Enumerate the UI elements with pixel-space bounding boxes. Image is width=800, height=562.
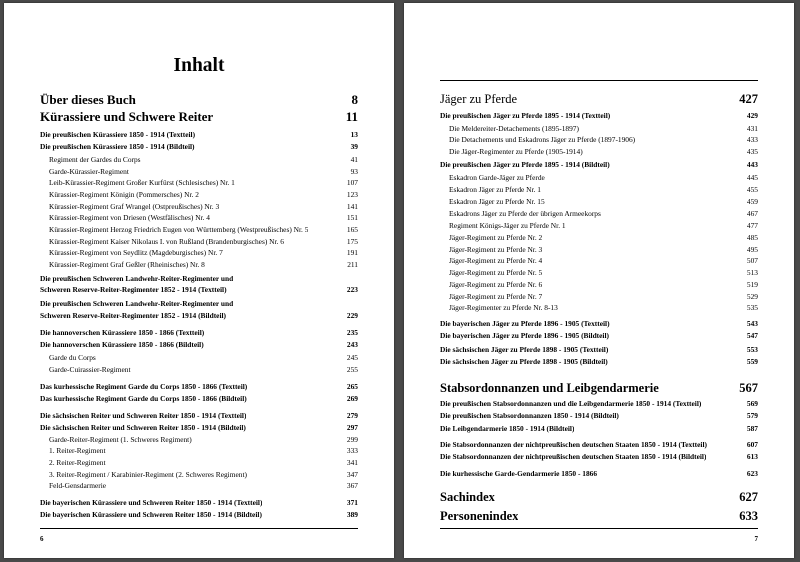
toc-entry-page: 443 <box>746 160 758 169</box>
toc-entry <box>49 458 358 467</box>
toc-entry-label: 1. Reiter-Regiment <box>49 446 106 455</box>
toc-entry-page: 297 <box>346 423 358 432</box>
page-title: Inhalt <box>173 55 225 76</box>
toc-entry <box>49 237 358 246</box>
toc-entry-label: Die hannoverschen Kürassiere 1850 - 1866 (Bildteil) <box>40 340 204 349</box>
toc-entry <box>449 135 758 144</box>
toc-entry-page: 607 <box>746 440 758 449</box>
page-number-right: 7 <box>754 535 758 543</box>
page-number-left: 6 <box>40 535 44 543</box>
toc-entry-label: Die Jäger-Regimenter zu Pferde (1905-1914) <box>449 147 583 156</box>
toc-entry-page: 519 <box>746 280 758 289</box>
toc-entry-label: Die preußischen Schweren Landwehr-Reiter-Regimenter und <box>40 274 234 283</box>
toc-entry <box>40 311 358 320</box>
toc-entry <box>440 424 758 433</box>
toc-entry-page: 11 <box>345 109 358 124</box>
toc-entry-page: 123 <box>346 190 358 199</box>
toc-entry-page: 39 <box>350 142 358 151</box>
toc-entry-page: 341 <box>346 458 358 467</box>
toc-entry <box>40 340 358 349</box>
toc-entry <box>49 167 358 176</box>
toc-entry-label: Stabsordonnanzen und Leibgendarmerie <box>440 381 659 395</box>
toc-entry-page: 553 <box>746 345 758 354</box>
toc-entry <box>40 423 358 432</box>
toc-entry <box>49 190 358 199</box>
toc-entry-label: Die Stabsordonnanzen der nichtpreußischen deutschen Staaten 1850 - 1914 (Textteil) <box>440 440 707 449</box>
toc-entry-page: 151 <box>346 213 358 222</box>
toc-entry <box>49 481 358 490</box>
toc-entry <box>449 147 758 156</box>
toc-entry-label: Personenindex <box>440 509 519 523</box>
toc-entry <box>449 185 758 194</box>
toc-entry <box>40 394 358 403</box>
toc-entry-page: 13 <box>350 130 358 139</box>
toc-entry-page: 445 <box>746 173 758 182</box>
toc-entry-label: Jäger-Regiment zu Pferde Nr. 6 <box>449 280 543 289</box>
toc-entry-label: Jäger-Regiment zu Pferde Nr. 5 <box>449 268 543 277</box>
toc-entry <box>40 285 358 294</box>
toc-entry <box>40 510 358 519</box>
toc-entry-label: Jäger-Regiment zu Pferde Nr. 3 <box>449 245 543 254</box>
toc-entry-label: Die bayerischen Kürassiere und Schweren Reiter 1850 - 1914 (Bildteil) <box>40 510 262 519</box>
toc-entry-page: 429 <box>746 111 758 120</box>
toc-entry-label: Die preußischen Jäger zu Pferde 1895 - 1914 (Textteil) <box>440 111 611 120</box>
toc-entry-label: Kürassier-Regiment Kaiser Nikolaus I. von Rußland (Brandenburgisches) Nr. 6 <box>49 237 284 246</box>
toc-entry <box>449 124 758 133</box>
toc-entry <box>440 411 758 420</box>
toc-entry <box>440 381 758 396</box>
toc-entry-label: Die sächsischen Jäger zu Pferde 1898 - 1905 (Bildteil) <box>440 357 608 366</box>
toc-entry <box>449 233 758 242</box>
toc-entry-page: 165 <box>346 225 358 234</box>
toc-entry <box>49 155 358 164</box>
toc-entry-page: 427 <box>739 92 758 106</box>
toc-entry <box>440 452 758 461</box>
toc-entry <box>449 245 758 254</box>
toc-entry-page: 229 <box>346 311 358 320</box>
toc-entry-page: 8 <box>351 92 358 107</box>
toc-entry-label: Regiment Königs-Jäger zu Pferde Nr. 1 <box>449 221 566 230</box>
toc-entry-page: 495 <box>746 245 758 254</box>
toc-entry-label: Die Stabsordonnanzen der nichtpreußischen deutschen Staaten 1850 - 1914 (Bildteil) <box>440 452 707 461</box>
toc-entry-page: 269 <box>346 394 358 403</box>
toc-entry-page: 367 <box>346 481 358 490</box>
toc-entry <box>449 209 758 218</box>
toc-entry-page: 41 <box>350 155 358 164</box>
toc-entry <box>440 92 758 107</box>
toc-entry <box>49 365 358 374</box>
toc-entry-label: Die preußischen Schweren Landwehr-Reiter-Regimenter und <box>40 299 234 308</box>
toc-entry-label: Garde-Cuirassier-Regiment <box>49 365 131 374</box>
toc-entry-label: Die bayerischen Jäger zu Pferde 1896 - 1905 (Textteil) <box>440 319 610 328</box>
toc-entry-label: Kürassier-Regiment Graf Geßler (Rheinisches) Nr. 8 <box>49 260 205 269</box>
toc-entry-label: Die preußischen Jäger zu Pferde 1895 - 1914 (Bildteil) <box>440 160 610 169</box>
toc-entry-page: 175 <box>346 237 358 246</box>
toc-entry-page: 223 <box>346 285 358 294</box>
toc-entry-page: 191 <box>346 248 358 257</box>
toc-entry <box>449 221 758 230</box>
toc-entry <box>440 160 758 169</box>
toc-entry-page: 245 <box>346 353 358 362</box>
header-rule <box>440 80 758 81</box>
toc-entry <box>49 353 358 362</box>
right-page <box>404 3 794 558</box>
toc-entry-label: Die Detachements und Eskadrons Jäger zu Pferde (1897-1906) <box>449 135 636 144</box>
toc-entry-label: Die hannoverschen Kürassiere 1850 - 1866 (Textteil) <box>40 328 205 337</box>
toc-entry-page: 255 <box>346 365 358 374</box>
toc-entry-label: Das kurhessische Regiment Garde du Corps 1850 - 1866 (Bildteil) <box>40 394 247 403</box>
toc-entry-page: 477 <box>746 221 758 230</box>
toc-entry-page: 467 <box>746 209 758 218</box>
toc-entry <box>449 268 758 277</box>
toc-entry <box>40 411 358 420</box>
toc-entry-label: Kürassiere und Schwere Reiter <box>40 109 214 124</box>
toc-entry-label: Kürassier-Regiment Graf Wrangel (Ostpreußisches) Nr. 3 <box>49 202 220 211</box>
toc-entry <box>440 331 758 340</box>
toc-entry <box>40 109 358 125</box>
toc-entry-label: Die bayerischen Jäger zu Pferde 1896 - 1905 (Bildteil) <box>440 331 609 340</box>
toc-entry-page: 587 <box>746 424 758 433</box>
toc-entry-page: 627 <box>739 490 758 504</box>
toc-entry <box>40 328 358 337</box>
toc-entry-label: Garde du Corps <box>49 353 96 362</box>
toc-entry-page: 389 <box>346 510 358 519</box>
toc-entry-page: 633 <box>739 509 758 523</box>
toc-entry-label: Sachindex <box>440 490 495 504</box>
toc-entry <box>440 399 758 408</box>
toc-entry <box>440 469 758 478</box>
toc-entry-label: Garde-Reiter-Regiment (1. Schweres Regiment) <box>49 435 192 444</box>
toc-entry-page: 567 <box>739 381 758 395</box>
toc-entry-page: 211 <box>347 260 358 269</box>
toc-entry <box>49 470 358 479</box>
toc-entry-page: 535 <box>746 303 758 312</box>
toc-entry <box>40 92 358 108</box>
toc-entry-label: Kürassier-Regiment Königin (Pommersches) Nr. 2 <box>49 190 199 199</box>
toc-entry-label: Leib-Kürassier-Regiment Großer Kurfürst (Schlesisches) Nr. 1 <box>49 178 235 187</box>
toc-entry-label: Jäger-Regiment zu Pferde Nr. 7 <box>449 292 543 301</box>
toc-entry-page: 543 <box>746 319 758 328</box>
toc-entry-page: 559 <box>746 357 758 366</box>
toc-entry <box>40 498 358 507</box>
toc-entry <box>440 319 758 328</box>
toc-entry <box>49 260 358 269</box>
toc-entry-page: 485 <box>746 233 758 242</box>
toc-entry-label: Eskadron Garde-Jäger zu Pferde <box>449 173 545 182</box>
toc-entry-page: 623 <box>746 469 758 478</box>
toc-entry-page: 513 <box>746 268 758 277</box>
toc-entry-page: 435 <box>746 147 758 156</box>
toc-entry-label: Jäger-Regiment zu Pferde Nr. 2 <box>449 233 543 242</box>
toc-entry-label: Die sächsischen Jäger zu Pferde 1898 - 1905 (Textteil) <box>440 345 609 354</box>
toc-entry-label: Die preußischen Kürassiere 1850 - 1914 (Textteil) <box>40 130 196 139</box>
toc-entry <box>40 142 358 151</box>
toc-entry-label: Regiment der Gardes du Corps <box>49 155 141 164</box>
toc-entry-label: Die Leibgendarmerie 1850 - 1914 (Bildteil) <box>440 424 575 433</box>
toc-entry-label: Die preußischen Kürassiere 1850 - 1914 (Bildteil) <box>40 142 195 151</box>
toc-entry-label: Die preußischen Stabsordonnanzen 1850 - 1914 (Bildteil) <box>440 411 619 420</box>
toc-entry <box>449 197 758 206</box>
toc-entry-page: 371 <box>346 498 358 507</box>
toc-entry-page: 431 <box>746 124 758 133</box>
toc-entry <box>49 213 358 222</box>
toc-entry-label: Das kurhessische Regiment Garde du Corps 1850 - 1866 (Textteil) <box>40 382 248 391</box>
toc-entry-label: Garde-Kürassier-Regiment <box>49 167 129 176</box>
toc-entry-label: Jäger-Regimenter zu Pferde Nr. 8-13 <box>449 303 558 312</box>
toc-entry <box>40 299 358 308</box>
toc-entry <box>449 303 758 312</box>
toc-entry-label: Die Meldereiter-Detachements (1895-1897) <box>449 124 579 133</box>
toc-entry-label: Eskadron Jäger zu Pferde Nr. 15 <box>449 197 545 206</box>
toc-entry-page: 529 <box>746 292 758 301</box>
toc-entry-page: 507 <box>746 256 758 265</box>
footer-rule <box>440 528 758 529</box>
toc-entry-page: 455 <box>746 185 758 194</box>
toc-entry-label: Kürassier-Regiment von Seydlitz (Magdeburgisches) Nr. 7 <box>49 248 223 257</box>
toc-entry <box>49 248 358 257</box>
toc-entry <box>449 292 758 301</box>
toc-entry-page: 433 <box>746 135 758 144</box>
toc-entry-page: 333 <box>346 446 358 455</box>
toc-entry <box>49 178 358 187</box>
toc-entry <box>49 202 358 211</box>
toc-entry <box>49 225 358 234</box>
toc-entry <box>40 274 358 283</box>
toc-entry <box>440 509 758 524</box>
toc-entry-page: 141 <box>346 202 358 211</box>
toc-entry-label: Die kurhessische Garde-Gendarmerie 1850 - 1866 <box>440 469 598 478</box>
toc-entry <box>40 382 358 391</box>
toc-entry-label: Eskadron Jäger zu Pferde Nr. 1 <box>449 185 541 194</box>
toc-entry-page: 107 <box>346 178 358 187</box>
toc-entry-label: Eskadrons Jäger zu Pferde der übrigen Armeekorps <box>449 209 601 218</box>
toc-entry <box>440 345 758 354</box>
toc-entry-label: 2. Reiter-Regiment <box>49 458 106 467</box>
toc-entry-page: 279 <box>346 411 358 420</box>
toc-entry-label: Die preußischen Stabsordonnanzen und die Leibgendarmerie 1850 - 1914 (Textteil) <box>440 399 702 408</box>
toc-entry <box>440 440 758 449</box>
toc-entry-page: 547 <box>746 331 758 340</box>
toc-entry <box>40 130 358 139</box>
toc-entry-page: 243 <box>346 340 358 349</box>
toc-entry <box>449 280 758 289</box>
toc-entry-label: Die sächsischen Reiter und Schweren Reiter 1850 - 1914 (Bildteil) <box>40 423 246 432</box>
toc-entry-label: Kürassier-Regiment Herzog Friedrich Eugen von Württemberg (Westpreußisches) Nr. 5 <box>49 225 309 234</box>
toc-entry <box>449 256 758 265</box>
toc-entry-label: Schweren Reserve-Reiter-Regimenter 1852 - 1914 (Textteil) <box>40 285 227 294</box>
left-page <box>4 3 394 558</box>
toc-entry-page: 569 <box>746 399 758 408</box>
toc-entry-page: 235 <box>346 328 358 337</box>
toc-entry-page: 93 <box>350 167 358 176</box>
toc-entry-page: 347 <box>346 470 358 479</box>
toc-entry-page: 459 <box>746 197 758 206</box>
toc-entry <box>440 357 758 366</box>
toc-entry-label: Kürassier-Regiment von Driesen (Westfälisches) Nr. 4 <box>49 213 210 222</box>
toc-entry-page: 265 <box>346 382 358 391</box>
toc-entry-label: Die sächsischen Reiter und Schweren Reiter 1850 - 1914 (Textteil) <box>40 411 247 420</box>
toc-entry <box>440 490 758 505</box>
toc-entry-label: Über dieses Buch <box>40 92 136 107</box>
toc-entry-label: Schweren Reserve-Reiter-Regimenter 1852 - 1914 (Bildteil) <box>40 311 227 320</box>
toc-entry <box>449 173 758 182</box>
toc-entry-label: Feld-Gensdarmerie <box>49 481 107 490</box>
toc-entry-page: 579 <box>746 411 758 420</box>
toc-entry <box>440 111 758 120</box>
toc-entry <box>49 446 358 455</box>
toc-entry-label: Jäger-Regiment zu Pferde Nr. 4 <box>449 256 543 265</box>
footer-rule <box>40 528 358 529</box>
toc-entry-page: 613 <box>746 452 758 461</box>
toc-entry <box>49 435 358 444</box>
toc-entry-label: 3. Reiter-Regiment / Karabinier-Regiment (2. Schweres Regiment) <box>49 470 247 479</box>
toc-entry-label: Jäger zu Pferde <box>440 92 518 106</box>
toc-entry-label: Die bayerischen Kürassiere und Schweren Reiter 1850 - 1914 (Textteil) <box>40 498 263 507</box>
toc-entry-page: 299 <box>346 435 358 444</box>
